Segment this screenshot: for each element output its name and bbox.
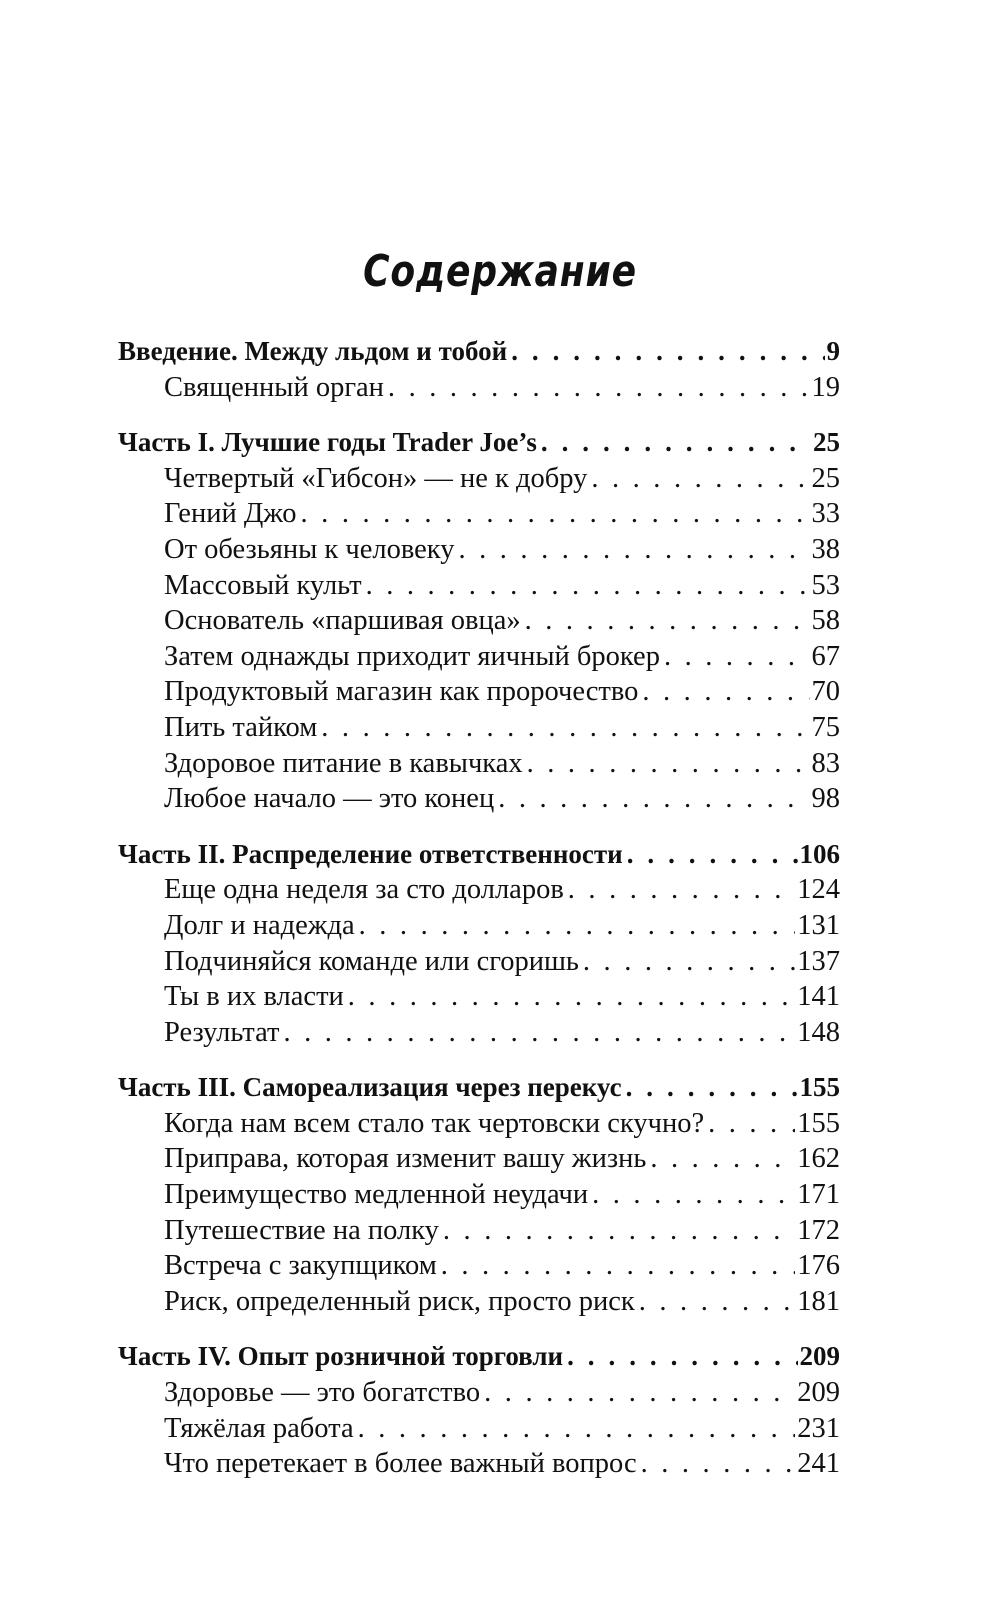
- toc-chapter-entry-page-number: 162: [797, 1143, 840, 1175]
- toc-part-heading-page-number: 9: [826, 336, 840, 366]
- dot-leader: [454, 532, 809, 568]
- toc-chapter-entry-label: Риск, определенный риск, просто риск: [164, 1285, 635, 1317]
- dot-leader: [622, 1070, 798, 1106]
- toc-chapter-entry-page-number: 241: [797, 1448, 840, 1480]
- dot-leader: [317, 710, 809, 746]
- dot-leader: [587, 461, 809, 497]
- dot-leader: [297, 496, 810, 532]
- toc-chapter-entry-page-number: 209: [797, 1377, 840, 1409]
- dot-leader: [623, 837, 798, 873]
- toc-chapter-entry-page-number: 33: [811, 498, 840, 530]
- toc-chapter-entry-page-number: 25: [811, 462, 840, 494]
- toc-chapter-entry: [118, 639, 840, 675]
- toc-chapter-entry: [118, 603, 840, 639]
- toc-chapter-entry: [118, 1248, 840, 1284]
- toc-chapter-entry-page-number: 141: [797, 981, 840, 1013]
- toc-part-heading: [118, 1070, 840, 1106]
- toc-chapter-entry-label: Здоровье — это богатство: [164, 1377, 481, 1409]
- toc-section: [118, 1070, 840, 1319]
- dot-leader: [507, 334, 824, 370]
- toc-chapter-entry-label: Приправа, которая изменит вашу жизнь: [164, 1143, 647, 1175]
- toc-chapter-entry: [118, 674, 840, 710]
- toc-chapter-entry-label: Ты в их власти: [164, 981, 344, 1013]
- toc-section: [118, 837, 840, 1051]
- toc-chapter-entry: [118, 746, 840, 782]
- dot-leader: [480, 1375, 795, 1411]
- toc-chapter-entry-page-number: 75: [811, 711, 840, 743]
- toc-chapter-entry-page-number: 148: [797, 1016, 840, 1048]
- page-title: Содержание: [363, 246, 637, 297]
- toc-section: [118, 1339, 840, 1481]
- toc-chapter-entry-page-number: 231: [797, 1412, 840, 1444]
- toc-chapter-entry-label: Когда нам всем стало так чертовски скучно?: [164, 1107, 705, 1139]
- toc-part-heading-label: Часть IV. Опыт розничной торговли: [118, 1341, 564, 1372]
- toc-chapter-entry-label: Встреча с закупщиком: [164, 1250, 437, 1282]
- dot-leader: [439, 1213, 795, 1249]
- table-of-contents: [118, 334, 840, 1502]
- toc-part-heading-label: Часть II. Распределение ответственности: [118, 838, 623, 869]
- dot-leader: [344, 979, 795, 1015]
- toc-chapter-entry: [118, 1411, 840, 1447]
- dot-leader: [537, 425, 811, 461]
- dot-leader: [637, 1446, 796, 1482]
- toc-chapter-entry-page-number: 19: [811, 371, 840, 403]
- dot-leader: [635, 1284, 796, 1320]
- toc-part-heading: [118, 1339, 840, 1375]
- toc-chapter-entry: [118, 568, 840, 604]
- dot-leader: [523, 746, 810, 782]
- toc-chapter-entry-page-number: 38: [811, 533, 840, 565]
- toc-chapter-entry: [118, 710, 840, 746]
- toc-chapter-entry-page-number: 98: [811, 783, 840, 815]
- toc-chapter-entry-label: Тяжёлая работа: [164, 1412, 354, 1444]
- toc-chapter-entry: [118, 496, 840, 532]
- toc-section: [118, 425, 840, 817]
- toc-chapter-entry-label: От обезьяны к человеку: [164, 533, 455, 565]
- toc-chapter-entry-label: Преимущество медленной неудачи: [164, 1179, 589, 1211]
- toc-part-heading-page-number: 155: [799, 1072, 840, 1103]
- toc-part-heading-page-number: 106: [799, 838, 840, 869]
- toc-chapter-entry: [118, 979, 840, 1015]
- dot-leader: [660, 639, 810, 675]
- toc-chapter-entry-page-number: 67: [811, 640, 840, 672]
- toc-chapter-entry-page-number: 176: [797, 1250, 840, 1282]
- toc-chapter-entry: [118, 370, 840, 406]
- toc-chapter-entry-page-number: 172: [797, 1214, 840, 1246]
- toc-chapter-entry-label: Пить тайком: [164, 711, 318, 743]
- toc-chapter-entry-page-number: 155: [797, 1107, 840, 1139]
- toc-chapter-entry: [118, 1284, 840, 1320]
- toc-chapter-entry: [118, 781, 840, 817]
- toc-chapter-entry-page-number: 131: [797, 909, 840, 941]
- toc-chapter-entry: [118, 1375, 840, 1411]
- toc-part-heading: [118, 334, 840, 370]
- toc-chapter-entry-label: Долг и надежда: [164, 909, 355, 941]
- dot-leader: [494, 781, 809, 817]
- toc-chapter-entry-page-number: 58: [811, 605, 840, 637]
- toc-chapter-entry-label: Затем однажды приходит яичный брокер: [164, 640, 660, 672]
- toc-chapter-entry-page-number: 181: [797, 1285, 840, 1317]
- toc-chapter-entry-label: Еще одна неделя за сто долларов: [164, 874, 564, 906]
- dot-leader: [521, 603, 810, 639]
- toc-chapter-entry-page-number: 124: [797, 874, 840, 906]
- toc-chapter-entry-label: Что перетекает в более важный вопрос: [164, 1448, 637, 1480]
- toc-chapter-entry-page-number: 53: [811, 569, 840, 601]
- toc-part-heading-label: Часть III. Самореализация через перекус: [118, 1072, 622, 1103]
- dot-leader: [588, 1177, 795, 1213]
- toc-chapter-entry: [118, 872, 840, 908]
- toc-chapter-entry-label: Любое начало — это конец: [164, 783, 495, 815]
- toc-chapter-entry: [118, 1141, 840, 1177]
- toc-chapter-entry-label: Четвертый «Гибсон» — не к добру: [164, 462, 588, 494]
- dot-leader: [563, 1339, 797, 1375]
- toc-chapter-entry: [118, 908, 840, 944]
- toc-chapter-entry-label: Гений Джо: [164, 498, 297, 530]
- dot-leader: [638, 674, 809, 710]
- toc-chapter-entry-page-number: 171: [797, 1179, 840, 1211]
- toc-chapter-entry-label: Подчиняйся команде или сгоришь: [164, 945, 579, 977]
- toc-chapter-entry-label: Путешествие на полку: [164, 1214, 439, 1246]
- dot-leader: [362, 568, 810, 604]
- toc-chapter-entry: [118, 1106, 840, 1142]
- toc-part-heading: [118, 837, 840, 873]
- toc-chapter-entry-label: Основатель «паршивая овца»: [164, 605, 521, 637]
- toc-chapter-entry-page-number: 70: [811, 676, 840, 708]
- toc-chapter-entry-label: Продуктовый магазин как пророчество: [164, 676, 639, 708]
- toc-part-heading-page-number: 25: [813, 427, 840, 458]
- dot-leader: [579, 944, 795, 980]
- dot-leader: [355, 908, 796, 944]
- toc-section: [118, 334, 840, 405]
- toc-chapter-entry: [118, 944, 840, 980]
- toc-part-heading-label: Часть I. Лучшие годы Trader Joe’s: [118, 427, 537, 458]
- toc-part-heading-label: Введение. Между льдом и тобой: [118, 336, 508, 366]
- toc-chapter-entry-page-number: 137: [797, 945, 840, 977]
- toc-chapter-entry-label: Результат: [164, 1016, 280, 1048]
- dot-leader: [354, 1411, 796, 1447]
- toc-chapter-entry: [118, 1015, 840, 1051]
- toc-part-heading-page-number: 209: [799, 1341, 840, 1372]
- toc-chapter-entry: [118, 461, 840, 497]
- toc-chapter-entry-label: Священный орган: [164, 371, 384, 403]
- toc-chapter-entry-page-number: 83: [811, 747, 840, 779]
- dot-leader: [384, 370, 810, 406]
- toc-chapter-entry: [118, 532, 840, 568]
- dot-leader: [564, 872, 795, 908]
- toc-chapter-entry-label: Массовый культ: [164, 569, 362, 601]
- dot-leader: [279, 1015, 795, 1051]
- toc-chapter-entry: [118, 1213, 840, 1249]
- dot-leader: [704, 1106, 795, 1142]
- dot-leader: [437, 1248, 796, 1284]
- toc-part-heading: [118, 425, 840, 461]
- dot-leader: [646, 1141, 795, 1177]
- toc-chapter-entry: [118, 1177, 840, 1213]
- toc-chapter-entry-label: Здоровое питание в кавычках: [164, 747, 523, 779]
- toc-chapter-entry: [118, 1446, 840, 1482]
